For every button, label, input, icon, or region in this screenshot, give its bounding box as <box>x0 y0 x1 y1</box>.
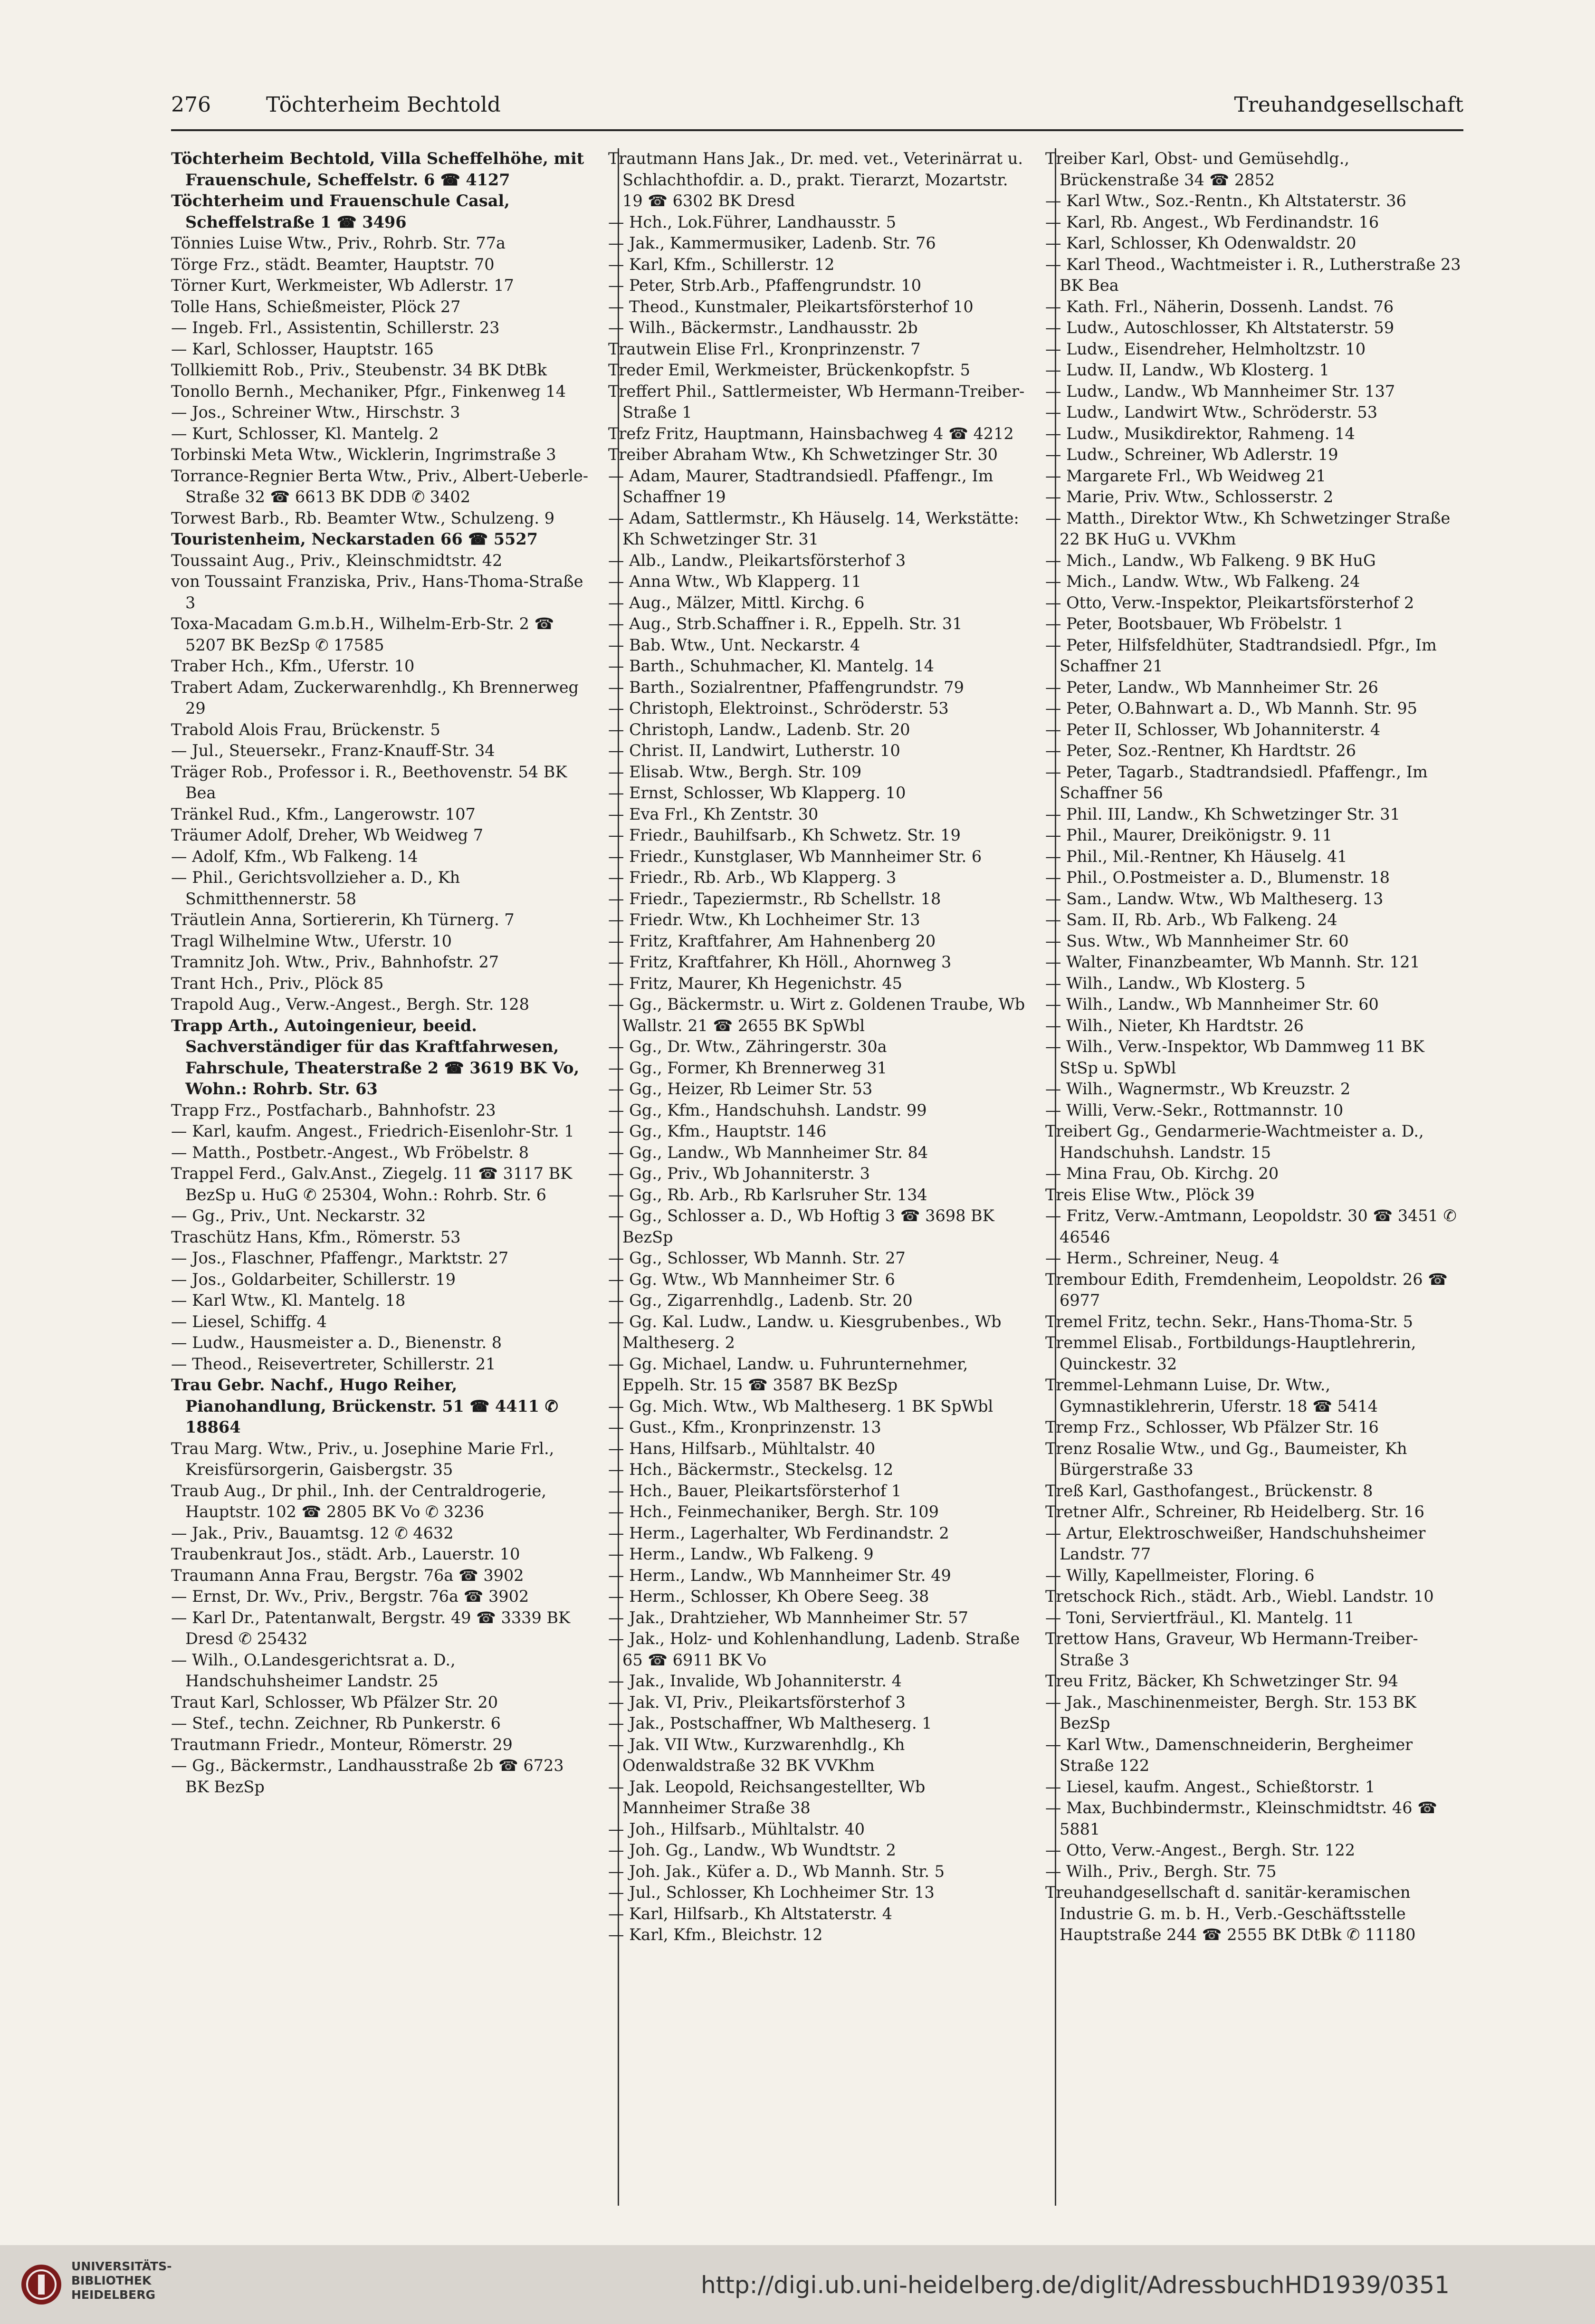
directory-entry: Tränkel Rud., Kfm., Langerowstr. 107 <box>171 804 476 823</box>
directory-entry: — Gg., Former, Kh Brennerweg 31 <box>608 1058 888 1077</box>
directory-entry: Traber Hch., Kfm., Uferstr. 10 <box>171 657 415 675</box>
directory-entry: — Margarete Frl., Wb Weidweg 21 <box>1045 466 1326 485</box>
directory-entry: — Friedr., Tapeziermstr., Rb Schellstr. 18 <box>608 889 941 908</box>
directory-entry: — Fritz, Kraftfahrer, Kh Höll., Ahornweg 3 <box>608 953 952 971</box>
directory-entry: Tolle Hans, Schießmeister, Plöck 27 <box>171 297 461 316</box>
directory-entry: — Gg., Bäckermstr. u. Wirt z. Goldenen Traube, Wb Wallstr. 21 ☎ 2655 BK SpWbl <box>608 995 1025 1035</box>
directory-entry: Trautwein Elise Frl., Kronprinzenstr. 7 <box>608 339 921 358</box>
directory-entry: — Gg., Dr. Wtw., Zähringerstr. 30a <box>608 1037 887 1056</box>
directory-entry: Tremel Fritz, techn. Sekr., Hans-Thoma-Str. 5 <box>1045 1312 1413 1331</box>
directory-entry: — Hch., Feinmechaniker, Bergh. Str. 109 <box>608 1502 939 1521</box>
directory-entry: — Joh. Jak., Küfer a. D., Wb Mannh. Str. 5 <box>608 1862 945 1881</box>
directory-entry: Töchterheim Bechtold, Villa Scheffelhöhe, mit Frauenschule, Scheffelstr. 6 ☎ 4127 <box>171 149 584 189</box>
directory-entry: — Gg., Landw., Wb Mannheimer Str. 84 <box>608 1143 928 1162</box>
directory-entry: — Mich., Landw., Wb Falkeng. 9 BK HuG <box>1045 551 1376 570</box>
directory-entry: — Artur, Elektroschweißer, Handschuhsheimer Landstr. 77 <box>1045 1523 1426 1563</box>
directory-entry: — Sam., Landw. Wtw., Wb Maltheserg. 13 <box>1045 889 1384 908</box>
directory-entry: — Jos., Goldarbeiter, Schillerstr. 19 <box>171 1270 456 1289</box>
directory-entry: Traumann Anna Frau, Bergstr. 76a ☎ 3902 <box>171 1566 524 1585</box>
directory-entry: — Jak. VII Wtw., Kurzwarenhdlg., Kh Odenwaldstraße 32 BK VVKhm <box>608 1735 905 1775</box>
directory-entry: Tretner Alfr., Schreiner, Rb Heidelberg. Str. 16 <box>1045 1502 1424 1521</box>
directory-entry: — Fritz, Maurer, Kh Hegenichstr. 45 <box>608 974 902 993</box>
right-running-title: Treuhandgesellschaft <box>1234 93 1463 117</box>
directory-entry: — Peter, Soz.-Rentner, Kh Hardtstr. 26 <box>1045 741 1356 760</box>
directory-entry: — Joh., Hilfsarb., Mühltalstr. 40 <box>608 1819 865 1838</box>
directory-entry: — Jos., Schreiner Wtw., Hirschstr. 3 <box>171 403 460 421</box>
directory-entry: — Kath. Frl., Näherin, Dossenh. Landst. 76 <box>1045 297 1394 316</box>
directory-entry: — Herm., Schlosser, Kh Obere Seeg. 38 <box>608 1587 929 1606</box>
directory-entry: Treiber Karl, Obst- und Gemüsehdlg., Brückenstraße 34 ☎ 2852 <box>1045 149 1350 189</box>
directory-entry: Trapp Frz., Postfacharb., Bahnhofstr. 23 <box>171 1100 496 1119</box>
directory-entry: — Karl, Rb. Angest., Wb Ferdinandstr. 16 <box>1045 212 1379 231</box>
directory-entry: — Friedr., Bauhilfsarb., Kh Schwetz. Str. 19 <box>608 826 961 844</box>
directory-entry: — Jak. Leopold, Reichsangestellter, Wb Mannheimer Straße 38 <box>608 1777 926 1817</box>
column-1 <box>171 148 589 2206</box>
directory-entry: — Toni, Serviertfräul., Kl. Mantelg. 11 <box>1045 1608 1355 1627</box>
directory-entry: — Peter, Landw., Wb Mannheimer Str. 26 <box>1045 678 1378 697</box>
directory-entry: Trabold Alois Frau, Brückenstr. 5 <box>171 720 440 739</box>
directory-entry: — Ernst, Dr. Wv., Priv., Bergstr. 76a ☎ 3902 <box>171 1587 529 1606</box>
directory-entry: Trembour Edith, Fremdenheim, Leopoldstr. 26 ☎ 6977 <box>1045 1270 1448 1310</box>
directory-entry: — Christ. II, Landwirt, Lutherstr. 10 <box>608 741 900 760</box>
directory-entry: — Peter, Tagarb., Stadtrandsiedl. Pfaffengr., Im Schaffner 56 <box>1045 762 1428 802</box>
directory-entry: — Ludw., Landwirt Wtw., Schröderstr. 53 <box>1045 403 1378 421</box>
directory-entry: — Jak., Holz- und Kohlenhandlung, Ladenb. Straße 65 ☎ 6911 BK Vo <box>608 1629 1020 1669</box>
directory-entry: Trant Hch., Priv., Plöck 85 <box>171 974 384 993</box>
directory-entry: — Peter, Hilfsfeldhüter, Stadtrandsiedl. Pfgr., Im Schaffner 21 <box>1045 635 1437 675</box>
directory-entry: Traschütz Hans, Kfm., Römerstr. 53 <box>171 1227 461 1246</box>
directory-entry: — Stef., techn. Zeichner, Rb Punkerstr. 6 <box>171 1714 501 1732</box>
directory-entry: — Theod., Kunstmaler, Pleikartsförsterhof 10 <box>608 297 974 316</box>
directory-entry: Treu Fritz, Bäcker, Kh Schwetzinger Str. 94 <box>1045 1672 1398 1690</box>
directory-entry: Träutlein Anna, Sortiererin, Kh Türnerg. 7 <box>171 910 515 929</box>
directory-entry: Traubenkraut Jos., städt. Arb., Lauerstr. 10 <box>171 1545 520 1563</box>
directory-entry: — Jak., Priv., Bauamtsg. 12 ✆ 4632 <box>171 1523 454 1542</box>
directory-entry: — Gg., Priv., Wb Johanniterstr. 3 <box>608 1164 870 1183</box>
permalink-url[interactable]: http://digi.ub.uni-heidelberg.de/diglit/AdressbuchHD1939/0351 <box>701 2271 1450 2299</box>
directory-entry: — Karl Theod., Wachtmeister i. R., Lutherstraße 23 BK Bea <box>1045 255 1461 295</box>
directory-entry: — Liesel, Schiffg. 4 <box>171 1312 327 1331</box>
directory-entry: — Friedr. Wtw., Kh Lochheimer Str. 13 <box>608 910 920 929</box>
directory-entry: — Bab. Wtw., Unt. Neckarstr. 4 <box>608 635 860 654</box>
directory-entry: — Elisab. Wtw., Bergh. Str. 109 <box>608 762 862 781</box>
directory-entry: Torwest Barb., Rb. Beamter Wtw., Schulzeng. 9 <box>171 508 555 527</box>
directory-entry: — Barth., Sozialrentner, Pfaffengrundstr. 79 <box>608 678 964 697</box>
directory-entry: — Jak., Postschaffner, Wb Maltheserg. 1 <box>608 1714 932 1732</box>
directory-entry: Trabert Adam, Zuckerwarenhdlg., Kh Brennerweg 29 <box>171 678 579 717</box>
directory-entry: — Phil., Maurer, Dreikönigstr. 9. 11 <box>1045 826 1333 844</box>
directory-entry: — Karl, Schlosser, Kh Odenwaldstr. 20 <box>1045 234 1356 252</box>
directory-entry: — Wilh., Nieter, Kh Hardtstr. 26 <box>1045 1016 1304 1035</box>
directory-entry: — Gg. Wtw., Wb Mannheimer Str. 6 <box>608 1270 895 1289</box>
directory-entry: — Hch., Bäckermstr., Steckelsg. 12 <box>608 1460 894 1479</box>
directory-entry: — Jul., Schlosser, Kh Lochheimer Str. 13 <box>608 1883 935 1902</box>
directory-entry: Törge Frz., städt. Beamter, Hauptstr. 70 <box>171 255 495 274</box>
directory-entry: Treder Emil, Werkmeister, Brückenkopfstr. 5 <box>608 361 970 379</box>
directory-entry: Touristenheim, Neckarstaden 66 ☎ 5527 <box>171 530 538 548</box>
directory-entry: — Karl, Hilfsarb., Kh Altstaterstr. 4 <box>608 1904 892 1923</box>
directory-entry: Torbinski Meta Wtw., Wicklerin, Ingrimstraße 3 <box>171 445 556 464</box>
directory-entry: — Herm., Lagerhalter, Wb Ferdinandstr. 2 <box>608 1523 949 1542</box>
directory-entry: Trau Gebr. Nachf., Hugo Reiher, Pianohandlung, Brückenstr. 51 ☎ 4411 ✆ 18864 <box>171 1376 558 1436</box>
directory-entry: — Otto, Verw.-Angest., Bergh. Str. 122 <box>1045 1841 1356 1859</box>
column-3 <box>1045 148 1463 2206</box>
directory-entry: — Matth., Direktor Wtw., Kh Schwetzinger Straße 22 BK HuG u. VVKhm <box>1045 508 1451 548</box>
directory-entry: Tremmel-Lehmann Luise, Dr. Wtw., Gymnastiklehrerin, Uferstr. 18 ☎ 5414 <box>1045 1376 1378 1415</box>
directory-entry: Trapold Aug., Verw.-Angest., Bergh. Str. 128 <box>171 995 529 1014</box>
directory-entry: — Jak. VI, Priv., Pleikartsförsterhof 3 <box>608 1693 906 1712</box>
directory-entry: — Wilh., Landw., Wb Klosterg. 5 <box>1045 974 1306 993</box>
directory-entry: — Aug., Strb.Schaffner i. R., Eppelh. Str. 31 <box>608 614 963 633</box>
directory-entry: — Gg., Priv., Unt. Neckarstr. 32 <box>171 1206 426 1225</box>
directory-entry: — Karl Wtw., Kl. Mantelg. 18 <box>171 1291 406 1310</box>
directory-entry: — Gg., Kfm., Hauptstr. 146 <box>608 1122 827 1140</box>
directory-entry: — Karl, kaufm. Angest., Friedrich-Eisenlohr-Str. 1 <box>171 1122 574 1140</box>
directory-entry: Tretschock Rich., städt. Arb., Wiebl. Landstr. 10 <box>1045 1587 1434 1606</box>
column-2 <box>608 148 1026 2206</box>
directory-entry: — Friedr., Rb. Arb., Wb Klapperg. 3 <box>608 868 897 887</box>
directory-entry: — Anna Wtw., Wb Klapperg. 11 <box>608 572 861 591</box>
directory-entry: — Jak., Maschinenmeister, Bergh. Str. 153 BK BezSp <box>1045 1693 1416 1732</box>
directory-entry: — Phil. III, Landw., Kh Schwetzinger Str. 31 <box>1045 804 1400 823</box>
directory-entry: — Gg. Mich. Wtw., Wb Maltheserg. 1 BK SpWbl <box>608 1396 993 1415</box>
directory-entry: Tönnies Luise Wtw., Priv., Rohrb. Str. 77a <box>171 234 506 252</box>
directory-entry: Trefz Fritz, Hauptmann, Hainsbachweg 4 ☎ 4212 <box>608 424 1014 443</box>
directory-entry: Traut Karl, Schlosser, Wb Pfälzer Str. 20 <box>171 1693 498 1712</box>
directory-entry: — Wilh., O.Landesgerichtsrat a. D., Handschuhsheimer Landstr. 25 <box>171 1650 456 1690</box>
directory-entry: — Karl, Kfm., Bleichstr. 12 <box>608 1925 823 1944</box>
directory-entry: — Gg., Kfm., Handschuhsh. Landstr. 99 <box>608 1100 927 1119</box>
directory-entry: Trappel Ferd., Galv.Anst., Ziegelg. 11 ☎ 3117 BK BezSp u. HuG ✆ 25304, Wohn.: Rohrb. Str. 6 <box>171 1164 573 1204</box>
directory-entry: von Toussaint Franziska, Priv., Hans-Thoma-Straße 3 <box>171 572 583 612</box>
directory-entry: — Sus. Wtw., Wb Mannheimer Str. 60 <box>1045 931 1349 950</box>
directory-entry: — Sam. II, Rb. Arb., Wb Falkeng. 24 <box>1045 910 1337 929</box>
directory-entry: — Otto, Verw.-Inspektor, Pleikartsförsterhof 2 <box>1045 593 1414 612</box>
directory-entry: — Herm., Landw., Wb Mannheimer Str. 49 <box>608 1566 951 1585</box>
directory-entry: Treuhandgesellschaft d. sanitär-keramischen Industrie G. m. b. H., Verb.-Geschäftsstelle Hauptstraße 244 ☎ 2555 BK DtBk ✆ 11180 <box>1045 1883 1416 1944</box>
directory-entry: — Peter, O.Bahnwart a. D., Wb Mannh. Str. 95 <box>1045 699 1417 717</box>
directory-entry: Tremmel Elisab., Fortbildungs-Hauptlehrerin, Quinckestr. 32 <box>1045 1333 1416 1373</box>
directory-entry: — Walter, Finanzbeamter, Wb Mannh. Str. 121 <box>1045 953 1420 971</box>
directory-entry: — Kurt, Schlosser, Kl. Mantelg. 2 <box>171 424 439 443</box>
directory-entry: — Adolf, Kfm., Wb Falkeng. 14 <box>171 847 418 866</box>
directory-entry: — Wilh., Wagnermstr., Wb Kreuzstr. 2 <box>1045 1080 1351 1098</box>
directory-entry: — Karl Wtw., Damenschneiderin, Bergheimer Straße 122 <box>1045 1735 1413 1775</box>
directory-entry: Treiber Abraham Wtw., Kh Schwetzinger Str. 30 <box>608 445 998 464</box>
directory-entry: Treis Elise Wtw., Plöck 39 <box>1045 1185 1255 1204</box>
directory-entry: — Karl, Schlosser, Hauptstr. 165 <box>171 339 434 358</box>
directory-entry: — Jak., Drahtzieher, Wb Mannheimer Str. 57 <box>608 1608 968 1627</box>
directory-entry: — Gg., Zigarrenhdlg., Ladenb. Str. 20 <box>608 1291 913 1310</box>
directory-entry: — Ludw., Schreiner, Wb Adlerstr. 19 <box>1045 445 1338 464</box>
directory-entry: Tonollo Bernh., Mechaniker, Pfgr., Finkenweg 14 <box>171 382 566 401</box>
page-number: 276 <box>171 93 211 117</box>
directory-entry: — Gust., Kfm., Kronprinzenstr. 13 <box>608 1418 881 1436</box>
directory-entry: — Jos., Flaschner, Pfaffengr., Marktstr. 27 <box>171 1249 509 1267</box>
directory-entry: — Willi, Verw.-Sekr., Rottmannstr. 10 <box>1045 1100 1344 1119</box>
directory-entry: — Karl, Kfm., Schillerstr. 12 <box>608 255 835 274</box>
directory-entry: — Ingeb. Frl., Assistentin, Schillerstr. 23 <box>171 318 500 337</box>
directory-entry: Trautmann Friedr., Monteur, Römerstr. 29 <box>171 1735 513 1754</box>
page-header <box>171 93 1463 126</box>
directory-entry: — Aug., Mälzer, Mittl. Kirchg. 6 <box>608 593 865 612</box>
directory-columns <box>171 148 1463 2206</box>
directory-entry: Trapp Arth., Autoingenieur, beeid. Sachverständiger für das Kraftfahrwesen, Fahrschule, Theaterstraße 2 ☎ 3619 BK Vo, Wohn.: Rohrb. Str. 63 <box>171 1016 580 1098</box>
directory-entry: Tollkiemitt Rob., Priv., Steubenstr. 34 BK DtBk <box>171 361 547 379</box>
directory-entry: Törner Kurt, Werkmeister, Wb Adlerstr. 17 <box>171 276 514 295</box>
directory-entry: — Mina Frau, Ob. Kirchg. 20 <box>1045 1164 1279 1183</box>
directory-entry: Trenz Rosalie Wtw., und Gg., Baumeister, Kh Bürgerstraße 33 <box>1045 1439 1407 1479</box>
directory-entry: — Gg., Heizer, Rb Leimer Str. 53 <box>608 1080 873 1098</box>
directory-entry: — Hch., Lok.Führer, Landhausstr. 5 <box>608 212 897 231</box>
directory-entry: — Alb., Landw., Pleikartsförsterhof 3 <box>608 551 906 570</box>
directory-entry: — Phil., O.Postmeister a. D., Blumenstr. 18 <box>1045 868 1390 887</box>
directory-entry: — Herm., Landw., Wb Falkeng. 9 <box>608 1545 874 1563</box>
directory-entry: — Hans, Hilfsarb., Mühltalstr. 40 <box>608 1439 876 1458</box>
directory-entry: — Gg. Michael, Landw. u. Fuhrunternehmer, Eppelh. Str. 15 ☎ 3587 BK BezSp <box>608 1354 968 1394</box>
directory-entry: — Barth., Schuhmacher, Kl. Mantelg. 14 <box>608 657 934 675</box>
directory-entry: — Ludw., Autoschlosser, Kh Altstaterstr. 59 <box>1045 318 1394 337</box>
directory-entry: — Karl Dr., Patentanwalt, Bergstr. 49 ☎ 3339 BK Dresd ✆ 25432 <box>171 1608 571 1648</box>
directory-entry: Toxa-Macadam G.m.b.H., Wilhelm-Erb-Str. 2 ☎ 5207 BK BezSp ✆ 17585 <box>171 614 554 654</box>
directory-entry: Tramnitz Joh. Wtw., Priv., Bahnhofstr. 27 <box>171 953 499 971</box>
university-seal-icon <box>20 2263 63 2306</box>
directory-entry: — Mich., Landw. Wtw., Wb Falkeng. 24 <box>1045 572 1360 591</box>
directory-entry: Träger Rob., Professor i. R., Beethovenstr. 54 BK Bea <box>171 762 567 802</box>
left-running-title: Töchterheim Bechtold <box>266 93 501 117</box>
directory-entry: — Max, Buchbindermstr., Kleinschmidtstr. 46 ☎ 5881 <box>1045 1798 1437 1838</box>
directory-entry: — Friedr., Kunstglaser, Wb Mannheimer Str. 6 <box>608 847 982 866</box>
directory-entry: — Wilh., Priv., Bergh. Str. 75 <box>1045 1862 1277 1881</box>
directory-entry: — Jul., Steuersekr., Franz-Knauff-Str. 34 <box>171 741 495 760</box>
directory-entry: — Christoph, Landw., Ladenb. Str. 20 <box>608 720 910 739</box>
directory-entry: Treibert Gg., Gendarmerie-Wachtmeister a. D., Handschuhsh. Landstr. 15 <box>1045 1122 1424 1162</box>
footer-bar <box>0 2245 1595 2324</box>
directory-entry: Tragl Wilhelmine Wtw., Uferstr. 10 <box>171 931 452 950</box>
directory-entry: — Marie, Priv. Wtw., Schlosserstr. 2 <box>1045 488 1334 506</box>
directory-entry: — Eva Frl., Kh Zentstr. 30 <box>608 804 819 823</box>
directory-entry: Töchterheim und Frauenschule Casal, Scheffelstraße 1 ☎ 3496 <box>171 191 510 231</box>
directory-entry: — Matth., Postbetr.-Angest., Wb Fröbelstr. 8 <box>171 1143 529 1162</box>
directory-entry: — Gg., Schlosser, Wb Mannh. Str. 27 <box>608 1249 906 1267</box>
directory-entry: — Ludw., Hausmeister a. D., Bienenstr. 8 <box>171 1333 502 1352</box>
directory-entry: — Adam, Maurer, Stadtrandsiedl. Pfaffengr., Im Schaffner 19 <box>608 466 993 506</box>
directory-entry: Toussaint Aug., Priv., Kleinschmidtstr. 42 <box>171 551 503 570</box>
directory-entry: — Fritz, Verw.-Amtmann, Leopoldstr. 30 ☎ 3451 ✆ 46546 <box>1045 1206 1457 1246</box>
directory-entry: — Joh. Gg., Landw., Wb Wundtstr. 2 <box>608 1841 896 1859</box>
directory-entry: — Wilh., Bäckermstr., Landhausstr. 2b <box>608 318 918 337</box>
directory-entry: — Ludw. II, Landw., Wb Klosterg. 1 <box>1045 361 1330 379</box>
directory-entry: Traub Aug., Dr phil., Inh. der Centraldrogerie, Hauptstr. 102 ☎ 2805 BK Vo ✆ 3236 <box>171 1481 546 1521</box>
directory-entry: Tremp Frz., Schlosser, Wb Pfälzer Str. 16 <box>1045 1418 1379 1436</box>
directory-entry: Trettow Hans, Graveur, Wb Hermann-Treiber-Straße 3 <box>1045 1629 1418 1669</box>
directory-entry: — Karl Wtw., Soz.-Rentn., Kh Altstaterstr. 36 <box>1045 191 1406 210</box>
directory-entry: — Liesel, kaufm. Angest., Schießtorstr. 1 <box>1045 1777 1375 1796</box>
library-name: UNIVERSITÄTS- BIBLIOTHEK HEIDELBERG <box>71 2259 172 2302</box>
directory-entry: — Gg., Rb. Arb., Rb Karlsruher Str. 134 <box>608 1185 927 1204</box>
directory-entry: — Wilh., Landw., Wb Mannheimer Str. 60 <box>1045 995 1379 1014</box>
directory-entry: — Peter II, Schlosser, Wb Johanniterstr. 4 <box>1045 720 1381 739</box>
directory-entry: — Theod., Reisevertreter, Schillerstr. 21 <box>171 1354 496 1373</box>
directory-entry: — Gg., Bäckermstr., Landhausstraße 2b ☎ 6723 BK BezSp <box>171 1756 564 1796</box>
directory-entry: — Phil., Gerichtsvollzieher a. D., Kh Schmitthennerstr. 58 <box>171 868 460 908</box>
directory-entry: — Willy, Kapellmeister, Floring. 6 <box>1045 1566 1315 1585</box>
directory-entry: — Gg., Schlosser a. D., Wb Hoftig 3 ☎ 3698 BK BezSp <box>608 1206 994 1246</box>
directory-entry: — Jak., Kammermusiker, Ladenb. Str. 76 <box>608 234 936 252</box>
directory-entry: — Christoph, Elektroinst., Schröderstr. 53 <box>608 699 949 717</box>
directory-entry: — Adam, Sattlermstr., Kh Häuselg. 14, Werkstätte: Kh Schwetzinger Str. 31 <box>608 508 1019 548</box>
directory-entry: — Herm., Schreiner, Neug. 4 <box>1045 1249 1280 1267</box>
directory-entry: Treß Karl, Gasthofangest., Brückenstr. 8 <box>1045 1481 1373 1500</box>
directory-entry: — Wilh., Verw.-Inspektor, Wb Dammweg 11 BK StSp u. SpWbl <box>1045 1037 1424 1077</box>
directory-entry: — Ludw., Eisendreher, Helmholtzstr. 10 <box>1045 339 1366 358</box>
directory-entry: — Gg. Kal. Ludw., Landw. u. Kiesgrubenbes., Wb Maltheserg. 2 <box>608 1312 1002 1352</box>
directory-entry: — Peter, Bootsbauer, Wb Fröbelstr. 1 <box>1045 614 1344 633</box>
directory-entry: Trautmann Hans Jak., Dr. med. vet., Veterinärrat u. Schlachthofdir. a. D., prakt. Tierarzt, Mozartstr. 19 ☎ 6302 BK Dresd <box>608 149 1023 210</box>
directory-entry: Treffert Phil., Sattlermeister, Wb Hermann-Treiber-Straße 1 <box>608 382 1025 421</box>
directory-entry: Träumer Adolf, Dreher, Wb Weidweg 7 <box>171 826 484 844</box>
directory-entry: — Fritz, Kraftfahrer, Am Hahnenberg 20 <box>608 931 936 950</box>
directory-entry: — Jak., Invalide, Wb Johanniterstr. 4 <box>608 1672 902 1690</box>
directory-entry: Torrance-Regnier Berta Wtw., Priv., Albert-Ueberle-Straße 32 ☎ 6613 BK DDB ✆ 3402 <box>171 466 589 506</box>
directory-entry: — Ludw., Landw., Wb Mannheimer Str. 137 <box>1045 382 1395 401</box>
header-rule <box>171 129 1463 131</box>
directory-entry: — Ernst, Schlosser, Wb Klapperg. 10 <box>608 784 906 802</box>
directory-entry: — Phil., Mil.-Rentner, Kh Häuselg. 41 <box>1045 847 1347 866</box>
directory-entry: — Ludw., Musikdirektor, Rahmeng. 14 <box>1045 424 1355 443</box>
directory-entry: — Peter, Strb.Arb., Pfaffengrundstr. 10 <box>608 276 922 295</box>
directory-entry: — Hch., Bauer, Pleikartsförsterhof 1 <box>608 1481 902 1500</box>
directory-entry: Trau Marg. Wtw., Priv., u. Josephine Marie Frl., Kreisfürsorgerin, Gaisbergstr. 35 <box>171 1439 554 1479</box>
